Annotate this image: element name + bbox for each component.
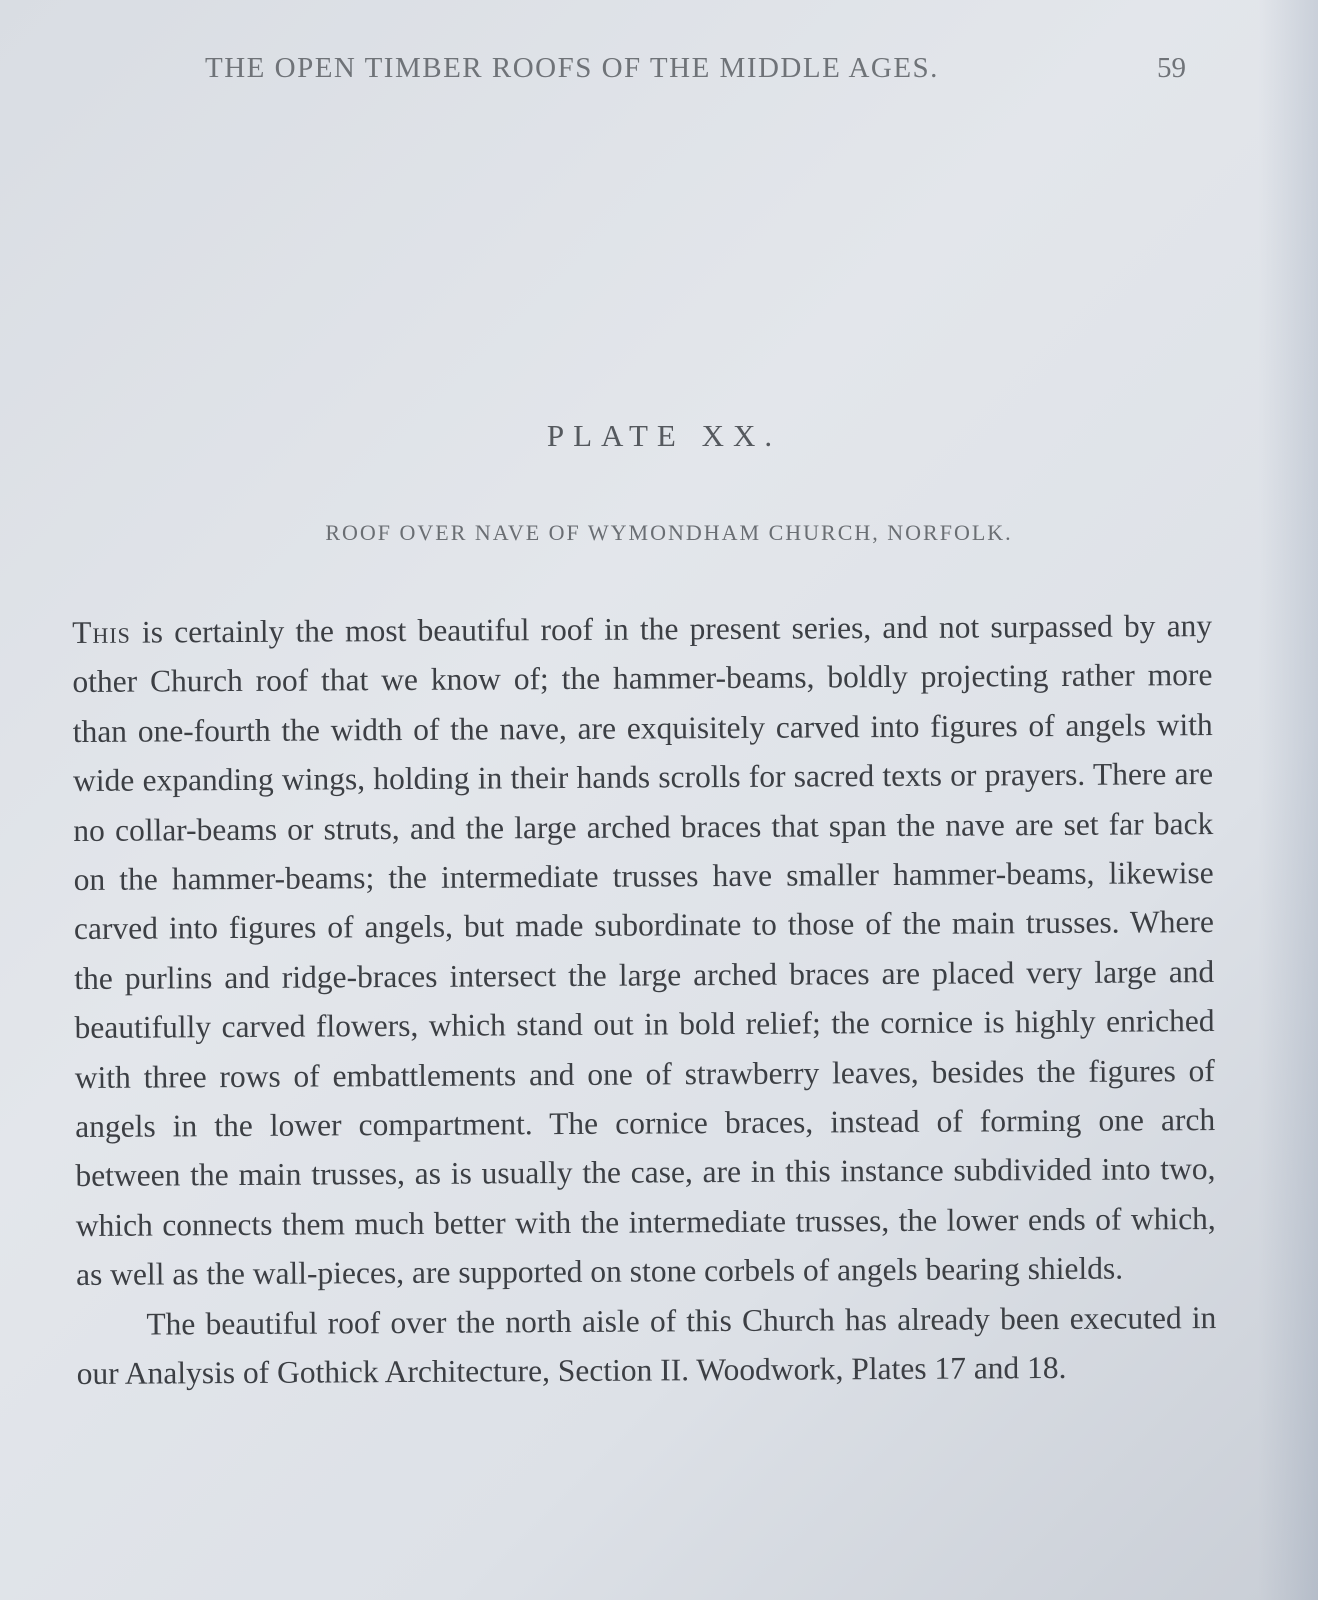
page-edge-shadow — [1258, 0, 1318, 1600]
running-head: THE OPEN TIMBER ROOFS OF THE MIDDLE AGES. — [205, 52, 939, 84]
paragraph-1-text: is certainly the most beautiful roof in the present series, and not surpassed by any other Church roof that we know of; the hammer-beams, boldly projecting rather more than one-fourth the width of the nave, are exquisitely carved into figures of angels with wide expanding wings, holding in their hands scrolls for sacred texts or prayers. There are no collar-beams or struts, and the large arched braces that span the nave are set far back on the hammer-beams; the intermediate trusses have smaller hammer-beams, likewise carved into figures of angels, but made subordinate to those of the main trusses. Where the purlins and ridge-braces intersect the large arched braces are placed very large and beautifully carved flowers, which stand out in bold relief; the cornice is highly enriched with three rows of embattlements and one of strawberry leaves, besides the figures of angels in the lower compartment. The cornice braces, instead of forming one arch between the main trusses, as is usually the case, are in this instance subdivided into two, which connects them much better with the intermediate trusses, the lower ends of which, as well as the wall-pieces, are supported on stone corbels of angels bearing shields. — [72, 608, 1216, 1293]
page-number: 59 — [1157, 52, 1186, 84]
paragraph-2: The beautiful roof over the north aisle of this Church has already been executed in our Analysis of Gothick Architecture, Section II. Woodwork, Plates 17 and 18. — [76, 1299, 1217, 1392]
paragraph-1-lead-word: This — [72, 614, 131, 650]
plate-title: PLATE XX. — [546, 418, 782, 453]
paragraph-1 — [72, 601, 1216, 1300]
plate-subtitle: ROOF OVER NAVE OF WYMONDHAM CHURCH, NORFOLK. — [325, 520, 1013, 545]
body-text — [72, 601, 1217, 1398]
